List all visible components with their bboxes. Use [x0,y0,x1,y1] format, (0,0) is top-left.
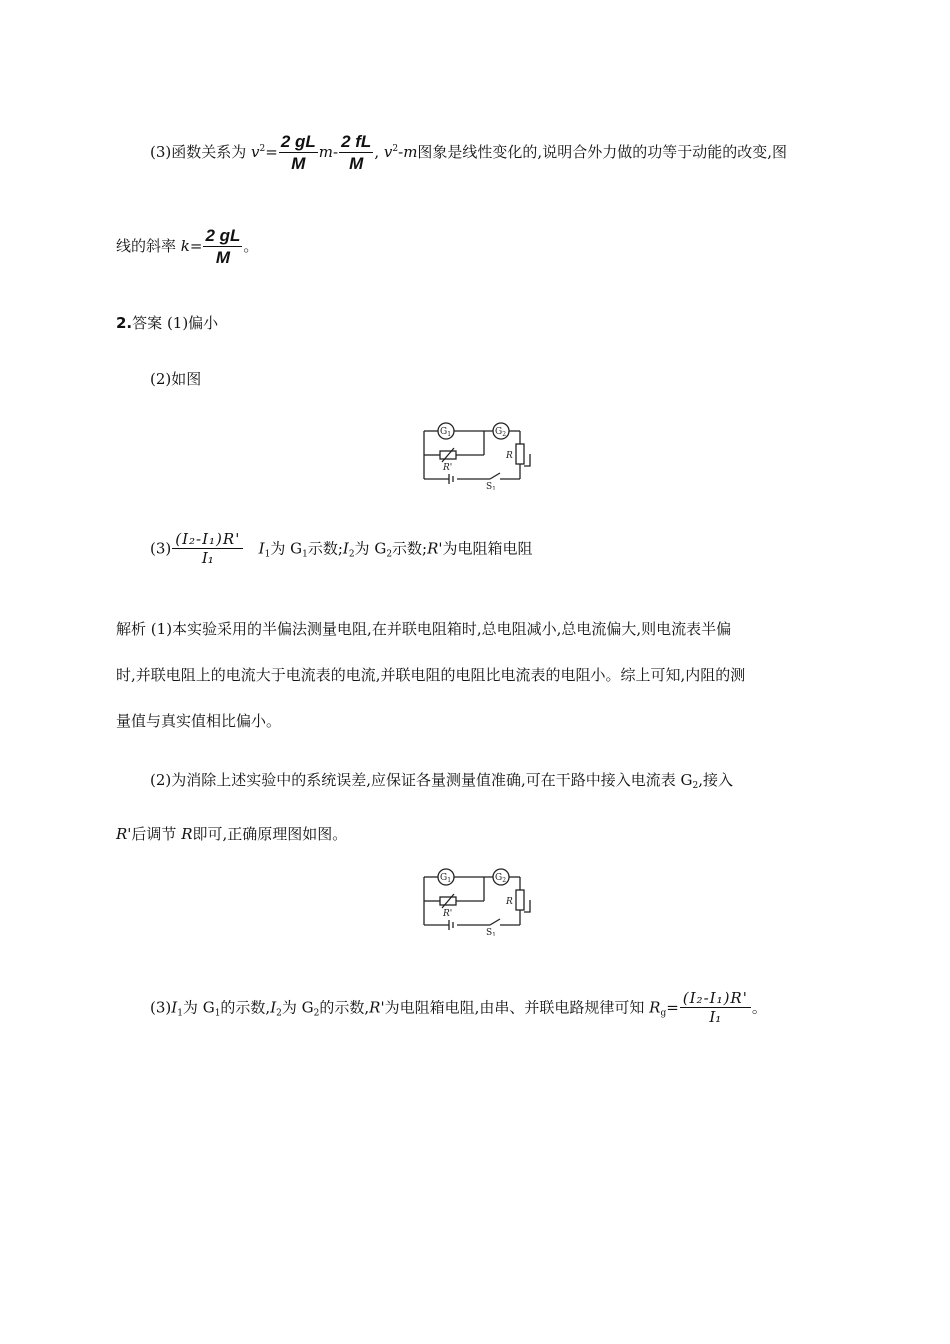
frac-numerator: (I₂-I₁)R' [172,531,243,549]
circuit-diagram-1 [418,420,538,490]
r-label: R [506,451,513,461]
text: 为 G [270,539,303,558]
var-v: v [383,142,393,161]
dash: - [398,142,404,161]
minus: - [333,142,339,161]
text: 为 G [182,998,215,1017]
r-label: R [506,897,513,907]
g2-label: $G_2$ [495,427,507,438]
frac-numerator: 2 gL [205,226,241,245]
sub: 2 [313,1008,320,1019]
text: 为 G [281,998,314,1017]
frac-numerator: 2 gL [280,132,316,151]
q1-slope-line [116,226,258,268]
var-rprime: R' [369,998,385,1017]
sub: 2 [386,549,393,560]
frac-denominator: M [349,153,364,173]
var-rg: R [649,998,661,1017]
analysis-2-line-2 [116,827,347,842]
analysis-2-line-1 [150,773,733,791]
sub: 1 [177,1008,183,1019]
rprime-label: R' [443,463,453,473]
q2-answer-line [116,316,218,331]
q2-number: 2. [116,314,133,332]
frac-denominator: M [291,153,306,173]
sub: g [660,1008,667,1019]
period: 。 [243,236,259,255]
s1-label: $S_1$ [486,928,496,936]
analysis-line-1 [116,622,731,637]
sub: 1 [302,549,308,560]
text: 的示数, [220,998,271,1017]
analysis-1-text: (1)本实验采用的半偏法测量电阻,在并联电阻箱时,总电阻减小,总电流偏大,则电流表半偏 [150,620,732,638]
analysis-label: 解析 [116,620,147,638]
rprime-label: R' [443,909,453,919]
sup-2: 2 [259,143,266,154]
text: 为电阻箱电阻 [442,539,533,558]
s1-label: $S_1$ [486,482,496,490]
q1-p3-line [150,132,787,174]
g2-label: $G_2$ [495,873,507,884]
var-m: m [403,142,418,161]
equals: = [265,142,278,161]
text: 为电阻箱电阻,由串、并联电路规律可知 [384,998,645,1017]
var-i1: I [171,998,178,1017]
sub: 1 [264,549,271,560]
variable-arrow-icon [442,894,454,908]
rheostat-slider-icon [524,900,530,912]
sup-2: 2 [392,143,399,154]
period: 。 [751,998,767,1017]
sub: 2 [276,1008,282,1019]
text: 的示数, [319,998,370,1017]
comma: , [374,142,380,161]
text: 即可,正确原理图如图。 [192,825,348,843]
fraction-rg [172,531,243,568]
rheostat-slider-icon [524,454,530,466]
var-rprime: R' [116,825,132,843]
answer-3-prefix: (3) [150,539,172,558]
var-r: R [181,825,193,843]
frac-denominator: I₁ [201,549,214,568]
circuit-diagram-2 [418,866,538,936]
var-m: m [318,142,334,161]
text: ,接入 [698,771,734,789]
text: 为 G [354,539,387,558]
g1-label: $G_1$ [440,873,452,884]
q1-p3-rest: 图象是线性变化的,说明合外力做的功等于动能的改变,图 [417,142,787,161]
g1-label: $G_1$ [440,427,452,438]
variable-arrow-icon [442,448,454,462]
var-rprime: R' [427,539,443,558]
rheostat-icon [516,890,524,910]
var-i2: I [270,998,277,1017]
text: (2)为消除上述实验中的系统误差,应保证各量测量值准确,可在干路中接入电流表 G [150,771,693,789]
frac-denominator: I₁ [709,1008,722,1027]
sub: 2 [692,781,699,791]
fraction-2gL-M [279,132,318,174]
text: 后调节 [131,825,177,843]
answer-1: (1)偏小 [166,314,219,332]
analysis-line-3: 量值与真实值相比偏小。 [116,712,282,730]
answer-3-line [150,531,533,568]
answer-2: (2)如图 [150,370,202,388]
frac-numerator: 2 fL [341,132,372,151]
fraction-rg [680,990,751,1027]
sub: 2 [348,549,355,560]
rheostat-icon [516,444,524,464]
var-i2: I [342,539,349,558]
fraction-2fL-M [339,132,373,174]
var-i1: I [258,539,265,558]
analysis-3-line [150,990,767,1027]
q1-p3-prefix: (3)函数关系为 [150,142,247,161]
text: (3) [150,998,172,1017]
answer-label: 答案 [132,314,163,332]
frac-denominator: M [215,247,231,267]
text: 示数; [392,539,428,558]
var-v: v [251,142,260,161]
fraction-k [203,226,242,268]
text: 示数; [307,539,343,558]
frac-numerator: (I₂-I₁)R' [680,990,751,1008]
analysis-line-2: 时,并联电阻上的电流大于电流表的电流,并联电阻的电阻比电流表的电阻小。综上可知,内阻的测 [116,666,746,684]
equals: = [666,998,679,1017]
equals: = [189,236,203,255]
sub: 1 [214,1008,221,1019]
var-k: k [180,236,190,255]
slope-prefix: 线的斜率 [116,236,177,255]
